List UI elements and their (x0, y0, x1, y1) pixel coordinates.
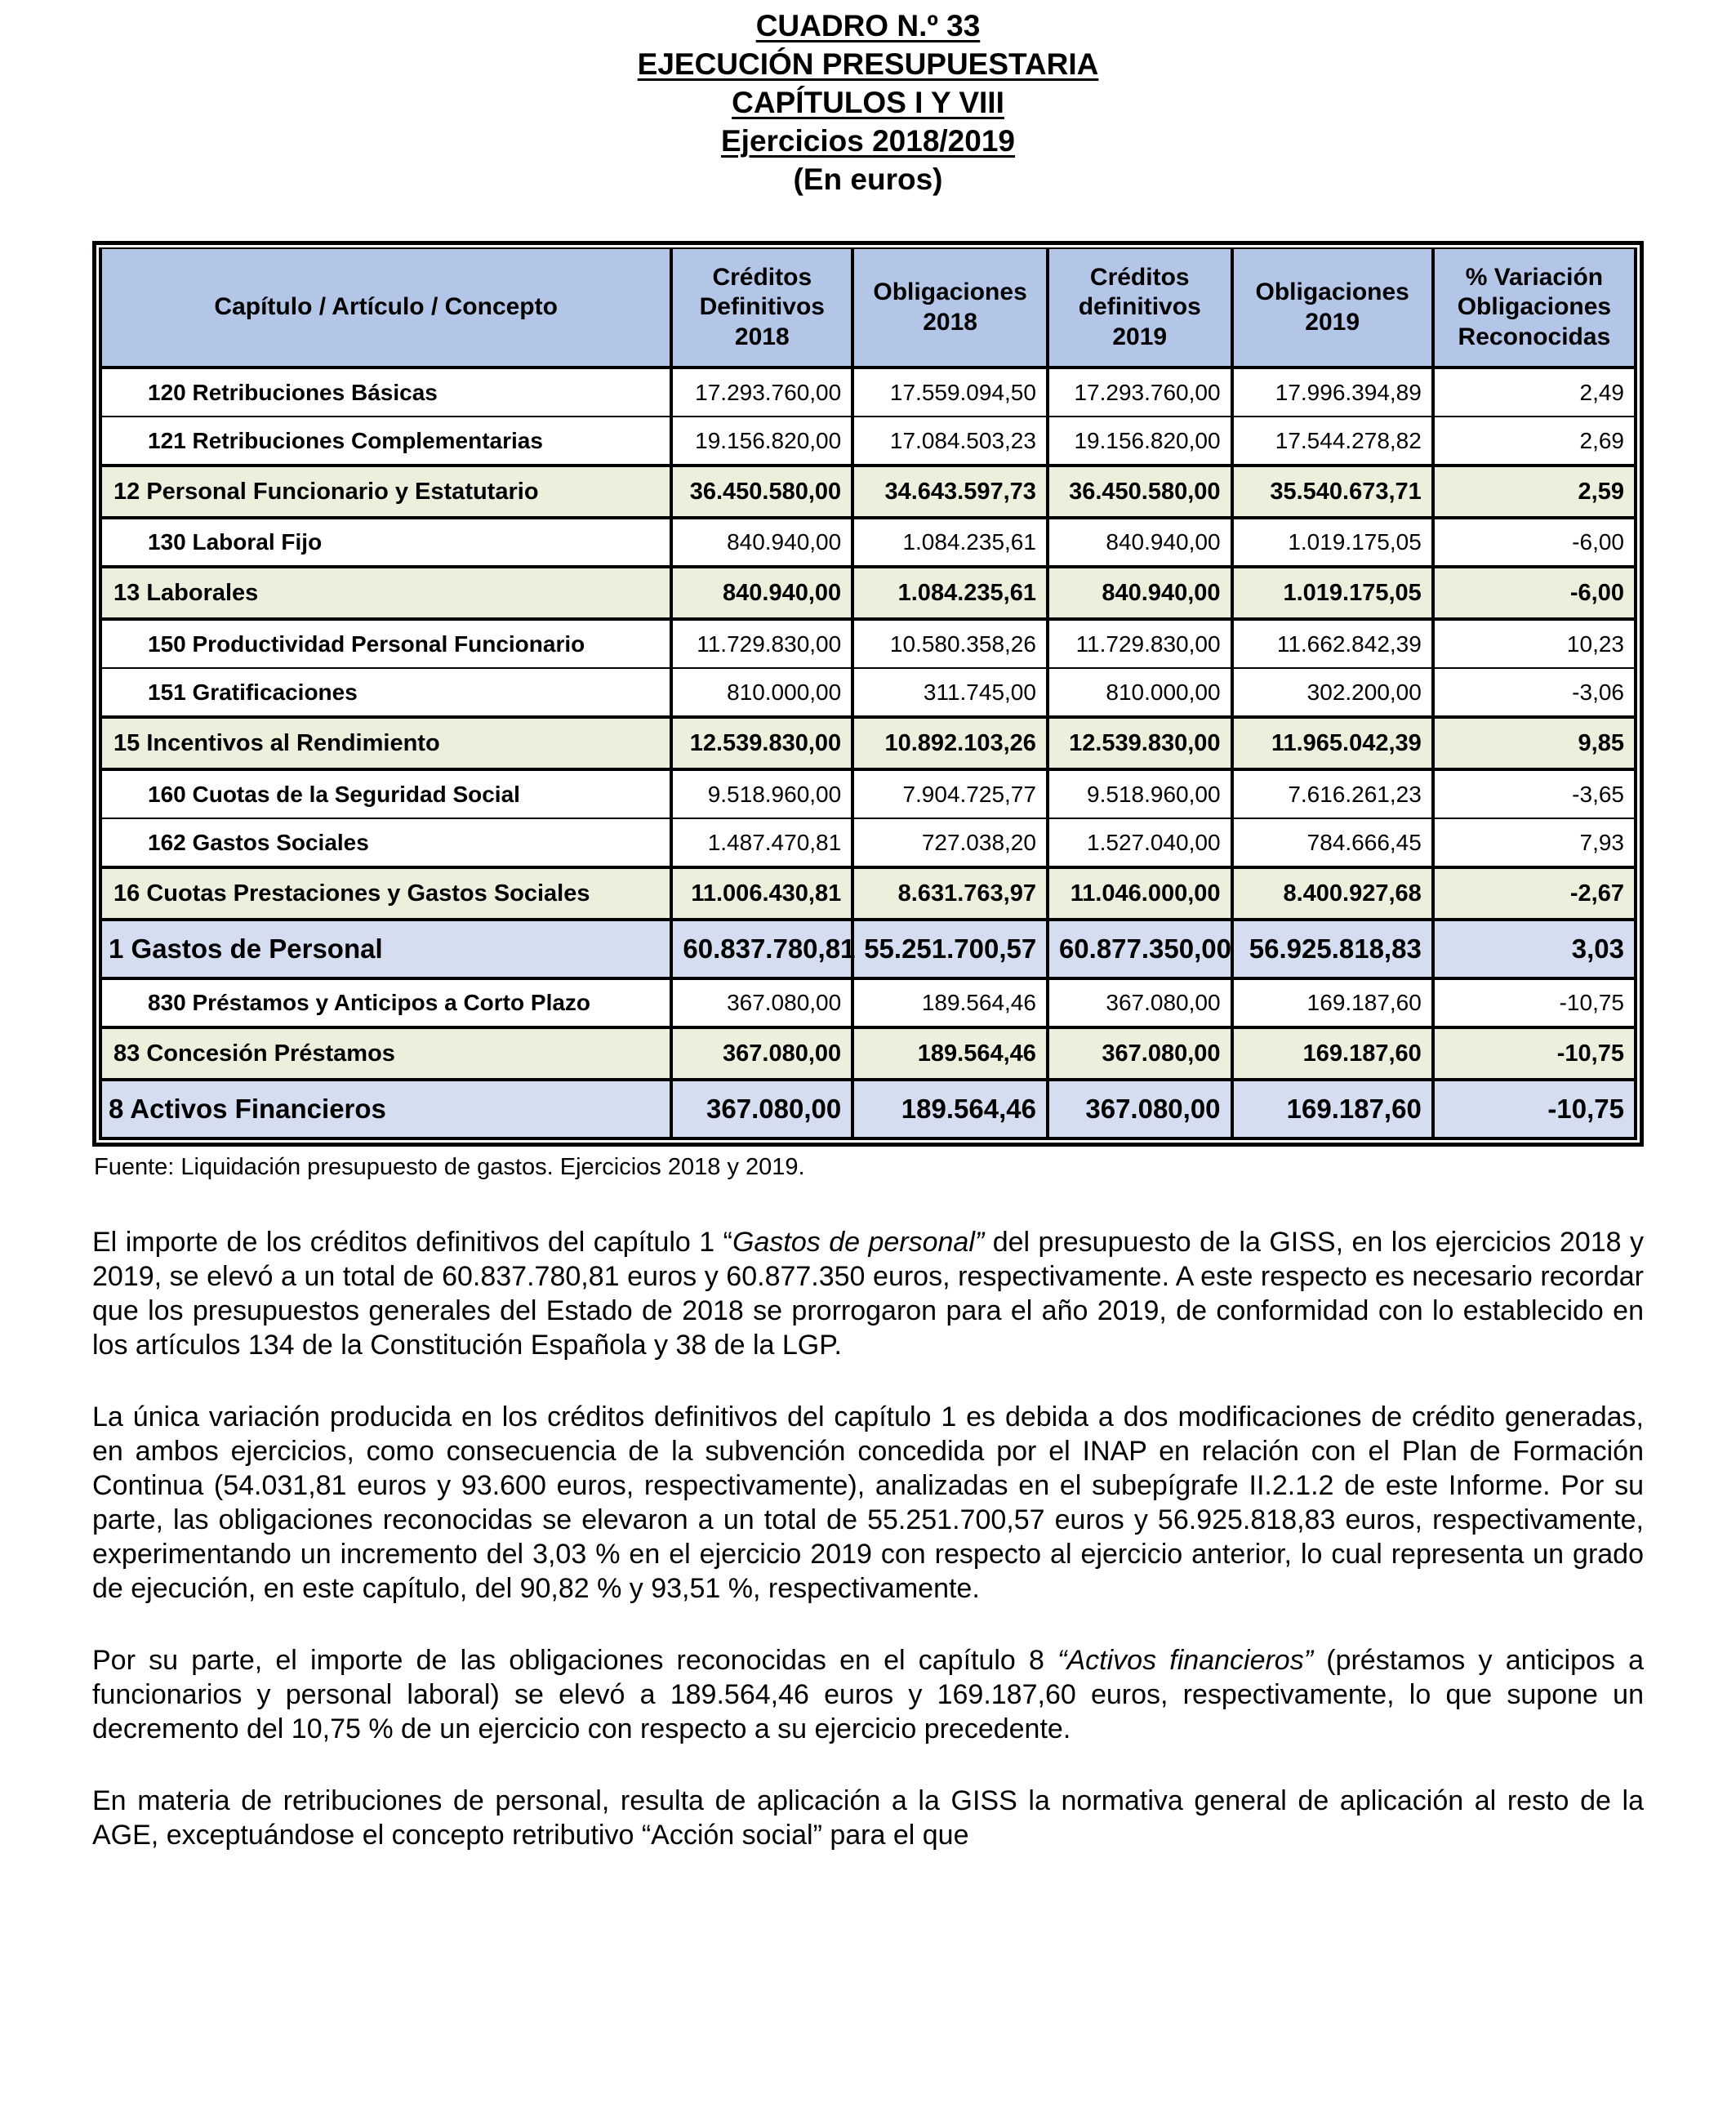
table-row (100, 978, 1636, 1027)
paragraph (92, 1400, 1644, 1606)
value-cell: 189.564,46 (852, 1027, 1048, 1080)
table-row (100, 769, 1636, 818)
table-row (100, 920, 1636, 978)
value-cell: 55.251.700,57 (852, 920, 1048, 978)
text-segment: del presupuesto de la GISS, en los ejercicios 2018 y 2019, se elevó a un total de 60.837.780,81 euros y 60.877.350 euros, respectivamente. A este respecto es necesario recordar que los presupuestos generales del Estado de 2018 se prorrogaron para el año 2019, de conformidad con lo establecido en los artículos 134 de la Constitución Española y 38 de la LGP. (92, 1227, 1645, 1361)
value-cell: 17.293.760,00 (1048, 368, 1232, 417)
concept-cell: 83 Concesión Préstamos (100, 1027, 671, 1080)
title-line: CUADRO N.º 33 (755, 9, 981, 42)
value-cell: 36.450.580,00 (1048, 466, 1232, 518)
table-row (100, 368, 1636, 417)
value-cell: 840.940,00 (671, 567, 852, 619)
italic-segment: Gastos de personal” (732, 1227, 985, 1258)
text-segment: La única variación producida en los créditos definitivos del capítulo 1 es debida a dos modificaciones de crédito generadas, en ambos ejercicios, como consecuencia de la subvención concedida por el INAP en relación con el Plan de Formación Continua (54.031,81 euros y 93.600 euros, respectivamente), analizadas en el subepígrafe II.2.1.2 de este Informe. Por su parte, las obligaciones reconocidas se elevaron a un total de 55.251.700,57 euros y 56.925.818,83 euros, respectivamente, experimentando un incremento del 3,03 % en el ejercicio 2019 con respecto al ejercicio anterior, lo cual representa un grado de ejecución, en este capítulo, del 90,82 % y 93,51 %, respectivamente. (92, 1401, 1644, 1604)
value-cell: 169.187,60 (1232, 1080, 1433, 1138)
concept-cell: 130 Laboral Fijo (100, 518, 671, 567)
value-cell: -6,00 (1433, 567, 1636, 619)
concept-cell: 121 Retribuciones Complementarias (100, 417, 671, 466)
table-body (100, 368, 1636, 1138)
concept-cell: 162 Gastos Sociales (100, 818, 671, 867)
value-cell: 10.892.103,26 (852, 717, 1048, 769)
value-cell: 19.156.820,00 (671, 417, 852, 466)
value-cell: 1.084.235,61 (852, 518, 1048, 567)
value-cell: 2,69 (1433, 417, 1636, 466)
paragraph (92, 1784, 1644, 1852)
value-cell: 367.080,00 (671, 978, 852, 1027)
paragraph (92, 1643, 1644, 1746)
value-cell: 11.729.830,00 (1048, 619, 1232, 668)
table-row (100, 1027, 1636, 1080)
value-cell: 11.046.000,00 (1048, 867, 1232, 920)
concept-cell: 160 Cuotas de la Seguridad Social (100, 769, 671, 818)
value-cell: 7.904.725,77 (852, 769, 1048, 818)
concept-cell: 8 Activos Financieros (100, 1080, 671, 1138)
value-cell: 727.038,20 (852, 818, 1048, 867)
value-cell: 9.518.960,00 (1048, 769, 1232, 818)
concept-cell: 12 Personal Funcionario y Estatutario (100, 466, 671, 518)
value-cell: 17.996.394,89 (1232, 368, 1433, 417)
value-cell: 840.940,00 (1048, 518, 1232, 567)
value-cell: -6,00 (1433, 518, 1636, 567)
concept-cell: 151 Gratificaciones (100, 668, 671, 717)
value-cell: -10,75 (1433, 978, 1636, 1027)
value-cell: 810.000,00 (671, 668, 852, 717)
value-cell: 840.940,00 (671, 518, 852, 567)
value-cell: 302.200,00 (1232, 668, 1433, 717)
page-content (92, 7, 1644, 1890)
value-cell: 1.019.175,05 (1232, 518, 1433, 567)
column-header: Créditos Definitivos 2018 (671, 248, 852, 368)
title-line: CAPÍTULOS I Y VIII (732, 86, 1004, 119)
value-cell: 189.564,46 (852, 978, 1048, 1027)
table-row (100, 867, 1636, 920)
value-cell: 810.000,00 (1048, 668, 1232, 717)
value-cell: 169.187,60 (1232, 1027, 1433, 1080)
value-cell: 3,03 (1433, 920, 1636, 978)
table-row (100, 567, 1636, 619)
column-header: % Variación Obligaciones Reconocidas (1433, 248, 1636, 368)
value-cell: -2,67 (1433, 867, 1636, 920)
concept-cell: 16 Cuotas Prestaciones y Gastos Sociales (100, 867, 671, 920)
value-cell: 9.518.960,00 (671, 769, 852, 818)
value-cell: 2,59 (1433, 466, 1636, 518)
concept-cell: 150 Productividad Personal Funcionario (100, 619, 671, 668)
value-cell: 1.487.470,81 (671, 818, 852, 867)
value-cell: 36.450.580,00 (671, 466, 852, 518)
budget-table (99, 247, 1637, 1140)
value-cell: 11.965.042,39 (1232, 717, 1433, 769)
value-cell: 11.006.430,81 (671, 867, 852, 920)
value-cell: 8.400.927,68 (1232, 867, 1433, 920)
value-cell: 12.539.830,00 (1048, 717, 1232, 769)
value-cell: 9,85 (1433, 717, 1636, 769)
value-cell: 311.745,00 (852, 668, 1048, 717)
table-row (100, 668, 1636, 717)
value-cell: 10,23 (1433, 619, 1636, 668)
value-cell: 1.084.235,61 (852, 567, 1048, 619)
title-line: (En euros) (793, 163, 943, 196)
value-cell: 169.187,60 (1232, 978, 1433, 1027)
title-line: EJECUCIÓN PRESUPUESTARIA (637, 47, 1099, 81)
title-line: Ejercicios 2018/2019 (720, 124, 1015, 158)
value-cell: 1.019.175,05 (1232, 567, 1433, 619)
table-row (100, 619, 1636, 668)
value-cell: 17.559.094,50 (852, 368, 1048, 417)
body-text (92, 1225, 1644, 1852)
text-segment: En materia de retribuciones de personal, resulta de aplicación a la GISS la normativa general de aplicación al resto de la AGE, exceptuándose el concepto retributivo “Acción social” para el que (92, 1785, 1644, 1851)
value-cell: 60.877.350,00 (1048, 920, 1232, 978)
value-cell: 17.293.760,00 (671, 368, 852, 417)
table-row (100, 417, 1636, 466)
column-header: Obligaciones 2019 (1232, 248, 1433, 368)
concept-cell: 120 Retribuciones Básicas (100, 368, 671, 417)
concept-cell: 13 Laborales (100, 567, 671, 619)
value-cell: 189.564,46 (852, 1080, 1048, 1138)
value-cell: 840.940,00 (1048, 567, 1232, 619)
source-note: Fuente: Liquidación presupuesto de gastos. Ejercicios 2018 y 2019. (94, 1154, 805, 1180)
value-cell: 35.540.673,71 (1232, 466, 1433, 518)
table-row (100, 466, 1636, 518)
value-cell: 7.616.261,23 (1232, 769, 1433, 818)
value-cell: 8.631.763,97 (852, 867, 1048, 920)
table-header-row (100, 248, 1636, 368)
value-cell: 60.837.780,81 (671, 920, 852, 978)
value-cell: -3,06 (1433, 668, 1636, 717)
value-cell: -3,65 (1433, 769, 1636, 818)
value-cell: 12.539.830,00 (671, 717, 852, 769)
value-cell: 17.544.278,82 (1232, 417, 1433, 466)
value-cell: 17.084.503,23 (852, 417, 1048, 466)
italic-segment: “Activos financieros” (1057, 1645, 1314, 1676)
column-header: Capítulo / Artículo / Concepto (100, 248, 671, 368)
table-row (100, 717, 1636, 769)
value-cell: 367.080,00 (1048, 978, 1232, 1027)
budget-table-frame (92, 241, 1644, 1147)
concept-cell: 830 Préstamos y Anticipos a Corto Plazo (100, 978, 671, 1027)
concept-cell: 15 Incentivos al Rendimiento (100, 717, 671, 769)
value-cell: 11.729.830,00 (671, 619, 852, 668)
table-row (100, 1080, 1636, 1138)
table-row (100, 818, 1636, 867)
column-header: Créditos definitivos 2019 (1048, 248, 1232, 368)
table-row (100, 518, 1636, 567)
value-cell: 784.666,45 (1232, 818, 1433, 867)
column-header: Obligaciones 2018 (852, 248, 1048, 368)
value-cell: 34.643.597,73 (852, 466, 1048, 518)
text-segment: El importe de los créditos definitivos del capítulo 1 “ (92, 1227, 733, 1258)
value-cell: 367.080,00 (1048, 1027, 1232, 1080)
value-cell: 10.580.358,26 (852, 619, 1048, 668)
value-cell: 7,93 (1433, 818, 1636, 867)
value-cell: 11.662.842,39 (1232, 619, 1433, 668)
value-cell: -10,75 (1433, 1027, 1636, 1080)
value-cell: 56.925.818,83 (1232, 920, 1433, 978)
text-segment: Por su parte, el importe de las obligaciones reconocidas en el capítulo 8 (92, 1645, 1058, 1676)
text-segment: (préstamos y anticipos a funcionarios y personal laboral) se elevó a 189.564,46 euros y 169.187,60 euros, respectivamente, lo que supone un decremento del 10,75 % de un ejercicio con respecto a su ejercicio precedente. (92, 1645, 1644, 1744)
value-cell: 367.080,00 (671, 1080, 852, 1138)
paragraph (92, 1225, 1644, 1362)
value-cell: -10,75 (1433, 1080, 1636, 1138)
value-cell: 2,49 (1433, 368, 1636, 417)
value-cell: 19.156.820,00 (1048, 417, 1232, 466)
value-cell: 1.527.040,00 (1048, 818, 1232, 867)
title-block (92, 7, 1644, 198)
value-cell: 367.080,00 (671, 1027, 852, 1080)
concept-cell: 1 Gastos de Personal (100, 920, 671, 978)
value-cell: 367.080,00 (1048, 1080, 1232, 1138)
